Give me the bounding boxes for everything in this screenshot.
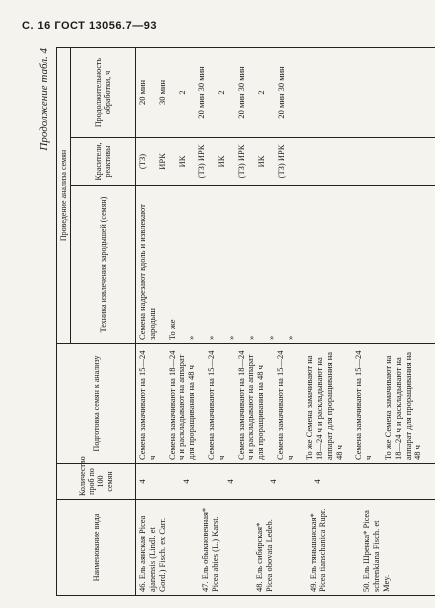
species-name: 46. Ель аянская Picea ajanensis (Lindl. et Gord.) Fisch. ex Carr. (137, 515, 167, 592)
header-prep-label: Подготовка семян к анализу (91, 355, 101, 452)
header-stain: Красители, реактивы (71, 138, 136, 186)
col-names (136, 500, 435, 596)
species-name: 49. Ель тяньшанская* Picea tianschanica Rupr. (307, 508, 328, 592)
stain-text: ИК (255, 155, 266, 168)
table-body-row (136, 47, 435, 595)
col-counts (136, 464, 435, 500)
tech-text: То же (166, 319, 177, 340)
col-stain (136, 138, 435, 186)
tech-text: » (206, 335, 217, 340)
sample-count: 4 (180, 479, 191, 484)
prep-text: То же Семена замачивают на 18—24 ч и раскладывают на аппарат для проращивания на 48 ч (382, 351, 423, 460)
prep-text: Семена замачивают на 18—24 ч и раскладывают на аппарат для проращивания на 48 ч (235, 350, 266, 460)
species-name: 48. Ель сибирская* Picea obovata Ledeb. (254, 519, 274, 592)
header-name: Наименование вида (57, 500, 136, 596)
tech-text: Семена надрезают вдоль и извлекают зародыш (137, 204, 157, 340)
table-caption: Продолжение табл. 4 (38, 48, 50, 151)
header-count: Количество проб по 100 семян (57, 464, 136, 500)
sample-count: 4 (224, 479, 235, 484)
rotated-document (36, 48, 423, 596)
stain-text: (ТЗ) ИРК (196, 144, 207, 179)
header-time: Продолжительность обработки, ч (71, 47, 136, 137)
prep-text: Семена замачивают на 15—24 ч (353, 350, 374, 460)
page-header: С. 16 ГОСТ 13056.7—93 (22, 20, 157, 32)
tech-text: » (265, 335, 276, 340)
time-text: 20 мин 30 мин (236, 66, 247, 119)
time-text: 2 (176, 90, 187, 95)
prep-text: Семена замачивают на 15—24 ч (206, 350, 226, 460)
col-tech (136, 186, 435, 344)
stain-text: (ТЗ) ИРК (236, 144, 247, 179)
species-name: 50. Ель Шренка* Picea schrenkiana Fisch. et Mey. (361, 510, 391, 592)
species-name: 47. Ель обыкновенная* Picea abies (L.) Karst. (200, 507, 221, 592)
prep-text: То же Семена замачивают на 18—24 ч и раскладывают на аппарат для проращивания на 48 ч (304, 351, 344, 460)
sample-count: 4 (268, 479, 279, 484)
stain-text: (ТЗ) (137, 153, 148, 170)
header-tech: Техника извлечения зародышей (семян) (71, 186, 136, 344)
tech-text: » (226, 335, 237, 340)
sample-count: 4 (137, 479, 148, 484)
time-text: 20 мин 30 мин (275, 66, 286, 119)
time-text: 30 мин (156, 79, 167, 106)
header-prep (57, 344, 136, 464)
time-text: 2 (255, 90, 266, 95)
stain-text: ИРК (156, 153, 167, 170)
time-text: 20 мин (137, 79, 148, 106)
prep-text: Семена замачивают на 15—24 ч (274, 350, 295, 460)
tech-text: » (245, 335, 256, 340)
col-time (136, 47, 435, 137)
header-analysis: Проведение анализа семян (57, 47, 71, 343)
stain-text: ИК (216, 155, 227, 168)
prep-text: Семена замачивают на 18—24 ч и раскладывают на аппарат для проращивания на 48 ч (166, 350, 197, 460)
tech-text: » (285, 335, 296, 340)
tech-text: » (186, 335, 197, 340)
stain-text: ИК (176, 155, 187, 168)
time-text: 20 мин 30 мин (196, 66, 207, 119)
prep-text: Семена замачивают на 15—24 ч (137, 350, 157, 460)
species-table (56, 47, 435, 596)
col-prep (136, 344, 435, 464)
stain-text: (ТЗ) ИРК (275, 144, 286, 179)
sample-count: 4 (312, 479, 323, 484)
time-text: 2 (216, 90, 227, 95)
